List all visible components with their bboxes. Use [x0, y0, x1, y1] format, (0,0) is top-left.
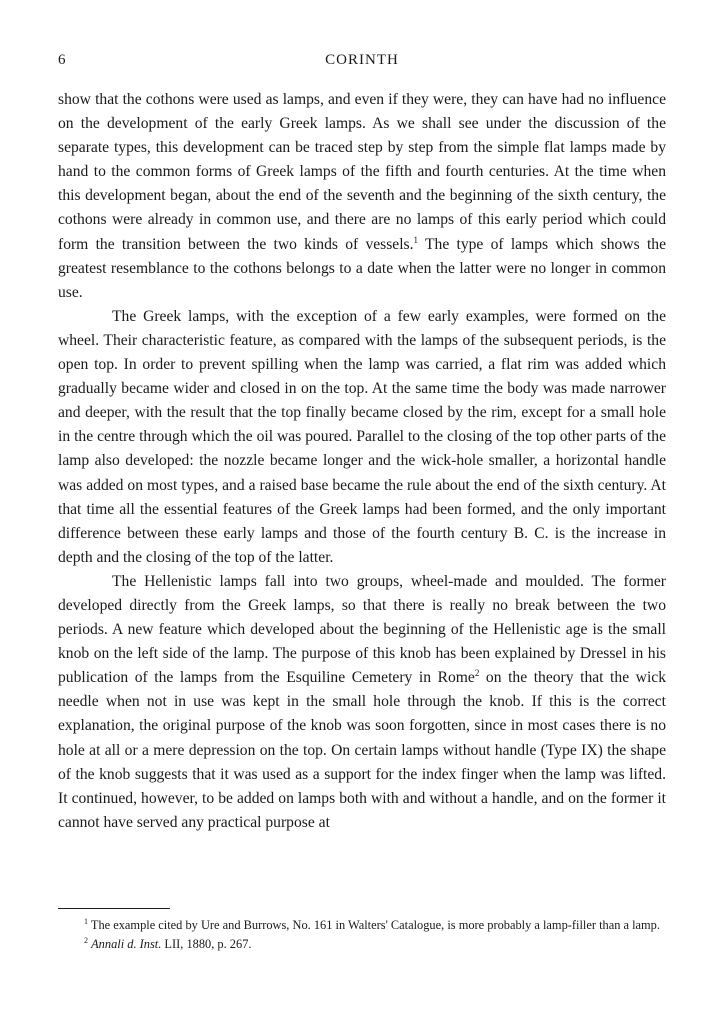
footnote [58, 935, 666, 954]
italic-text: Annali d. Inst. [91, 936, 162, 951]
paragraph [58, 305, 666, 570]
footnotes [58, 916, 666, 953]
footnote-rule [58, 908, 170, 909]
footnote-marker: 1 [84, 916, 88, 926]
text-run: show that the cothons were used as lamps, and even if they were, they can have had no influence on the development of the early Greek lamps. As we shall see under the discussion of the separate types, this development can be traced step by step from the simple flat lamps made by hand to the common forms of Greek lamps of the fifth and fourth centuries. At the time when this development began, about the end of the seventh and the beginning of the sixth century, the cothons were already in common use, and there are no lamps of this early period which could form the transition between the two kinds of vessels. [58, 91, 666, 253]
running-title: CORINTH [325, 52, 399, 68]
footnote [58, 916, 666, 935]
text-run: on the theory that the wick needle when not in use was kept in the small hole through the knob. If this is the correct explanation, the original purpose of the knob was soon forgotten, since in most cases there is no hole at all or a mere depression on the top. On certain lamps without handle (Type IX) the shape of the knob suggests that it was used as a support for the index finger when the lamp was lifted. It continued, however, to be added on lamps both with and without a handle, and on the former it cannot have served any practical purpose at [58, 669, 666, 831]
text-run: The type of lamps which shows the greatest resemblance to the cothons belongs to a date when the latter were no longer in common use. [58, 235, 666, 301]
footnote-marker: 2 [474, 668, 480, 679]
text-run: The Hellenistic lamps fall into two groups, wheel-made and moulded. The former developed directly from the Greek lamps, so that there is really no break between the two periods. A new feature which developed about the beginning of the Hellenistic age is the small knob on the left side of the lamp. The purpose of this knob has been explained by Dressel in his publication of the lamps from the Esquiline Cemetery in Rome [58, 572, 666, 687]
body-text [58, 88, 666, 835]
text-run: The Greek lamps, with the exception of a few early examples, were formed on the wheel. Their characteristic feature, as compared with the lamps of the subsequent periods, is the open top. In order to prevent spilling when the lamp was carried, a flat rim was added which gradually became wider and closed in on the top. At the same time the body was made narrower and deeper, with the result that the top finally became closed by the rim, except for a small hole in the centre through which the oil was poured. Parallel to the closing of the top other parts of the lamp also developed: the nozzle became longer and the wick-hole smaller, a horizontal handle was added on most types, and a raised base became the rule about the end of the sixth century. At that time all the essential features of the Greek lamps had been formed, and the only important difference between these early lamps and those of the fourth century B. C. is the increase in depth and the closing of the top of the latter. [58, 307, 666, 566]
page-number: 6 [58, 52, 67, 68]
paragraph [58, 570, 666, 835]
footnote-marker: 1 [413, 234, 419, 245]
running-head [58, 52, 666, 72]
text-run: LII, 1880, p. 267. [161, 936, 252, 951]
paragraph [58, 88, 666, 305]
footnote-marker: 2 [84, 935, 88, 945]
text-run: The example cited by Ure and Burrows, No. 161 in Walters' Catalogue, is more probably a lamp-filler than a lamp. [88, 918, 660, 932]
